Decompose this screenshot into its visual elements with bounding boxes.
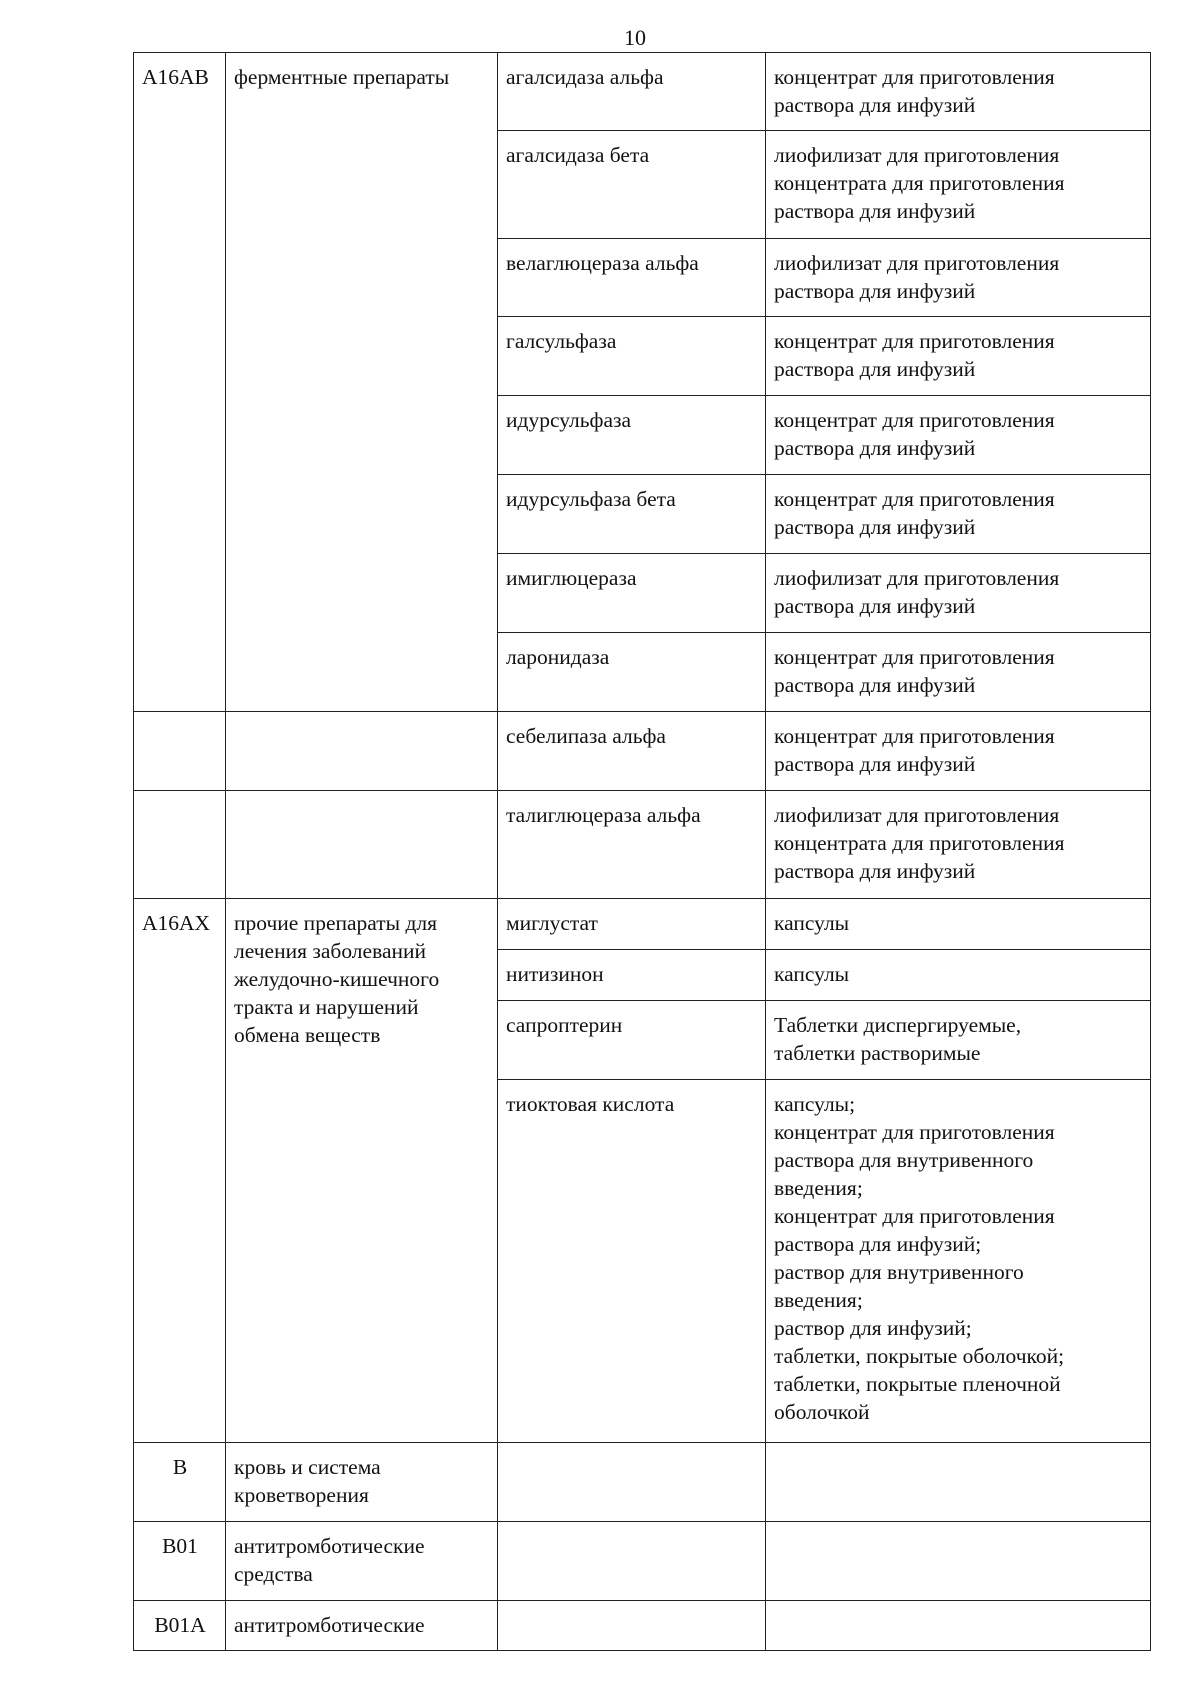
dosage-form-cell xyxy=(766,1601,1151,1651)
drug-name-cell: идурсульфаза бета xyxy=(498,475,766,554)
table-row xyxy=(134,1601,1151,1651)
dosage-form-cell: лиофилизат для приготовления концентрата для приготовления раствора для инфузий xyxy=(766,791,1151,899)
drug-table xyxy=(133,52,1151,1651)
atc-code-cell: A16AX xyxy=(134,899,226,1443)
dosage-form-cell xyxy=(766,1443,1151,1522)
table-row xyxy=(134,712,1151,791)
group-cell: антитромботические xyxy=(226,1601,498,1651)
dosage-form-cell: лиофилизат для приготовления раствора для инфузий xyxy=(766,554,1151,633)
dosage-form-cell: лиофилизат для приготовления раствора для инфузий xyxy=(766,239,1151,317)
dosage-form-cell: концентрат для приготовления раствора для инфузий xyxy=(766,633,1151,712)
table-row xyxy=(134,899,1151,950)
group-cell xyxy=(226,791,498,899)
table-row xyxy=(134,1443,1151,1522)
drug-name-cell: ларонидаза xyxy=(498,633,766,712)
drug-name-cell: талиглюцераза альфа xyxy=(498,791,766,899)
dosage-form-cell: концентрат для приготовления раствора для инфузий xyxy=(766,396,1151,475)
atc-code-cell: B01A xyxy=(134,1601,226,1651)
atc-code-cell: B01 xyxy=(134,1522,226,1601)
group-cell xyxy=(226,712,498,791)
drug-name-cell: велаглюцераза альфа xyxy=(498,239,766,317)
drug-name-cell xyxy=(498,1522,766,1601)
drug-name-cell xyxy=(498,1601,766,1651)
group-cell: антитромботические средства xyxy=(226,1522,498,1601)
group-cell: кровь и система кроветворения xyxy=(226,1443,498,1522)
dosage-form-cell: капсулы xyxy=(766,899,1151,950)
group-cell: прочие препараты для лечения заболеваний желудочно-кишечного тракта и нарушений обмена веществ xyxy=(226,899,498,1443)
drug-name-cell: миглустат xyxy=(498,899,766,950)
atc-code-cell xyxy=(134,712,226,791)
dosage-form-cell: капсулы; концентрат для приготовления раствора для внутривенного введения; концентрат для приготовления раствора для инфузий; раствор для внутривенного введения; раствор для инфузий; таблетки, покрытые оболочкой; таблетки, покрытые пленочной оболочкой xyxy=(766,1080,1151,1443)
dosage-form-cell: концентрат для приготовления раствора для инфузий xyxy=(766,475,1151,554)
drug-name-cell xyxy=(498,1443,766,1522)
drug-name-cell: агалсидаза альфа xyxy=(498,53,766,131)
drug-name-cell: сапроптерин xyxy=(498,1001,766,1080)
dosage-form-cell xyxy=(766,1522,1151,1601)
group-cell: ферментные препараты xyxy=(226,53,498,712)
dosage-form-cell: капсулы xyxy=(766,950,1151,1001)
table-row xyxy=(134,791,1151,899)
atc-code-cell: A16AB xyxy=(134,53,226,712)
drug-name-cell: имиглюцераза xyxy=(498,554,766,633)
drug-name-cell: тиоктовая кислота xyxy=(498,1080,766,1443)
dosage-form-cell: концентрат для приготовления раствора для инфузий xyxy=(766,53,1151,131)
dosage-form-cell: Таблетки диспергируемые, таблетки растворимые xyxy=(766,1001,1151,1080)
drug-name-cell: себелипаза альфа xyxy=(498,712,766,791)
page-number: 10 xyxy=(624,25,646,50)
dosage-form-cell: концентрат для приготовления раствора для инфузий xyxy=(766,712,1151,791)
drug-name-cell: галсульфаза xyxy=(498,317,766,396)
drug-name-cell: нитизинон xyxy=(498,950,766,1001)
drug-name-cell: агалсидаза бета xyxy=(498,131,766,239)
table-row xyxy=(134,53,1151,131)
atc-code-cell: B xyxy=(134,1443,226,1522)
drug-name-cell: идурсульфаза xyxy=(498,396,766,475)
atc-code-cell xyxy=(134,791,226,899)
dosage-form-cell: концентрат для приготовления раствора для инфузий xyxy=(766,317,1151,396)
table-row xyxy=(134,1522,1151,1601)
dosage-form-cell: лиофилизат для приготовления концентрата для приготовления раствора для инфузий xyxy=(766,131,1151,239)
